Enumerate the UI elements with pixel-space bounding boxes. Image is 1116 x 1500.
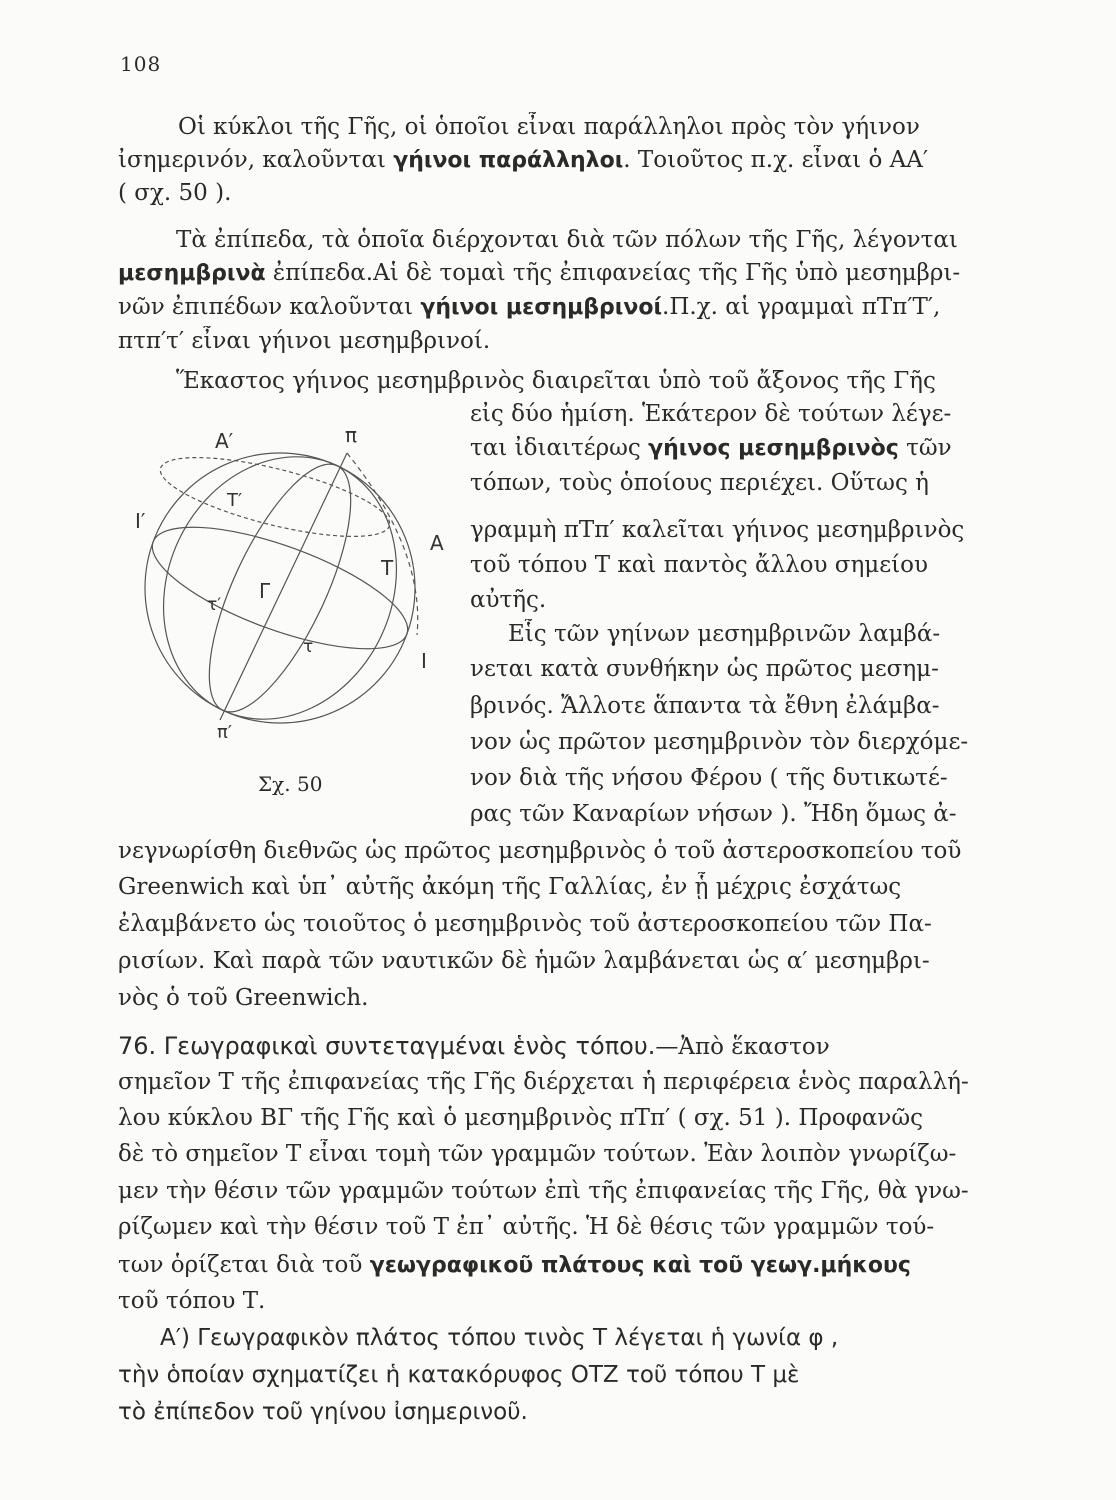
meridian-2 <box>135 420 439 750</box>
text-line: βρινός. Ἄλλοτε ἅπαντα τὰ ἔθνη ἐλάμβα- <box>470 693 940 719</box>
page-number: 108 <box>120 52 162 76</box>
text-line: Εἷς τῶν γηίνων μεσημβρινῶν λαμβά- <box>508 621 941 647</box>
text-line: ἰσημερινόν, καλοῦνται γήινοι παράλληλοι. Τοιοῦτος π.χ. εἶναι ὁ ΑΑ′ <box>118 147 929 173</box>
text-line: νῶν ἐπιπέδων καλοῦνται γήινοι μεσημβρινοί.Π.χ. αἱ γραμμαὶ πΤπ′Τ′, <box>118 294 941 320</box>
globe-diagram <box>135 420 465 750</box>
text-line: μεσημβρινὰ ἐπίπεδα.Αἱ δὲ τομαὶ τῆς ἐπιφανείας τῆς Γῆς ὑπὸ μεσημβρι- <box>118 260 961 286</box>
term-bold: μεσημβρινὰ <box>118 261 266 286</box>
term-bold: γήινος μεσημβρινὸς <box>648 436 899 461</box>
text-line: δὲ τὸ σημεῖον Τ εἶναι τομὴ τῶν γραμμῶν τούτων. Ἐὰν λοιπὸν γνωρίζω- <box>118 1141 957 1167</box>
label-A-prime: Α′ <box>215 429 234 453</box>
text-line: Οἱ κύκλοι τῆς Γῆς, οἱ ὁποῖοι εἶναι παράλληλοι πρὸς τὸν γήινον <box>178 114 920 140</box>
text-line: νὸς ὁ τοῦ Greenwich. <box>118 985 369 1011</box>
text-line: τόπων, τοὺς ὁποίους περιέχει. Οὕτως ἡ <box>470 470 929 496</box>
parallel-ellipse <box>154 441 397 552</box>
definition-line: τὴν ὁποίαν σχηματίζει ἡ κατακόρυφος ΟΤΖ τοῦ τόπου Τ μὲ <box>118 1362 800 1388</box>
globe-outline <box>145 453 415 723</box>
text-line: Τὰ ἐπίπεδα, τὰ ὁποῖα διέρχονται διὰ τῶν πόλων τῆς Γῆς, λέγονται <box>176 227 958 253</box>
text-line: γραμμὴ πΤπ′ καλεῖται γήινος μεσημβρινὸς <box>470 517 965 543</box>
label-T-prime: Τ′ <box>227 490 243 511</box>
meridian-1 <box>181 446 378 730</box>
text-line: Ἕκαστος γήινος μεσημβρινὸς διαιρεῖται ὑπὸ τοῦ ἄξονος τῆς Γῆς <box>176 368 936 394</box>
figure-caption: Σχ. 50 <box>258 772 323 796</box>
label-pi: π <box>345 423 358 447</box>
text-line: πτπ′τ′ εἶναι γήινοι μεσημβρινοί. <box>118 328 491 354</box>
definition-line: Α′) Γεωγραφικὸν πλάτος τόπου τινὸς Τ λέγεται ἡ γωνία φ , <box>160 1325 839 1351</box>
term-bold: γεωγραφικοῦ πλάτους καὶ τοῦ γεωγ.μήκους <box>369 1253 911 1278</box>
equator-ellipse <box>139 502 421 673</box>
label-pi-prime: π′ <box>217 722 232 743</box>
label-t: τ <box>303 637 314 657</box>
text-line: λου κύκλου ΒΓ τῆς Γῆς καὶ ὁ μεσημβρινὸς πΤπ′ ( σχ. 51 ). Προφανῶς <box>118 1105 924 1131</box>
text-line: των ὁρίζεται διὰ τοῦ γεωγραφικοῦ πλάτους καὶ τοῦ γεωγ.μήκους <box>118 1252 911 1278</box>
text-line: ρίζωμεν καὶ τὴν θέσιν τοῦ Τ ἐπ᾽ αὐτῆς. Ἡ δὲ θέσις τῶν γραμμῶν τού- <box>118 1214 935 1240</box>
label-I-prime: Ι′ <box>135 509 146 533</box>
text-line: τοῦ τόπου Τ καὶ παντὸς ἄλλου σημείου <box>470 552 928 578</box>
text-line: νεγνωρίσθη διεθνῶς ὡς πρῶτος μεσημβρινὸς ὁ τοῦ ἀστεροσκοπείου τοῦ <box>118 838 962 864</box>
text-line: ρας τῶν Καναρίων νήσων ). Ἤδη ὅμως ἀ- <box>470 801 957 827</box>
text-line: εἰς δύο ἡμίση. Ἑκάτερον δὲ τούτων λέγε- <box>470 401 952 427</box>
text-line: ( σχ. 50 ). <box>118 180 232 206</box>
text-line: μεν τὴν θέσιν τῶν γραμμῶν τούτων ἐπὶ τῆς ἐπιφανείας τῆς Γῆς, θὰ γνω- <box>118 1178 969 1204</box>
section-heading: 76. Γεωγραφικαὶ συντεταγμέναι ἑνὸς τόπου. <box>118 1032 656 1060</box>
text-line: τοῦ τόπου Τ. <box>118 1288 266 1314</box>
term-bold: γήινοι μεσημβρινοί <box>420 295 663 320</box>
label-Gamma: Γ <box>259 579 271 603</box>
text-line: ἐλαμβάνετο ὡς τοιοῦτος ὁ μεσημβρινὸς τοῦ ἀστεροσκοπείου τῶν Πα- <box>118 911 932 937</box>
text-line: σημεῖον Τ τῆς ἐπιφανείας τῆς Γῆς διέρχεται ἡ περιφέρεια ἑνὸς παραλλή- <box>118 1069 969 1095</box>
label-I: Ι <box>421 649 427 673</box>
term-bold: γήινοι παράλληλοι <box>393 148 624 173</box>
section-heading-line: 76. Γεωγραφικαὶ συντεταγμέναι ἑνὸς τόπου.—Ἀπὸ ἕκαστον <box>118 1032 830 1060</box>
text-line: αὐτῆς. <box>470 587 547 613</box>
text-line: ται ἰδιαιτέρως γήινος μεσημβρινὸς τῶν <box>470 435 952 461</box>
label-t-prime: τ′ <box>207 595 222 615</box>
figure-globe <box>135 420 465 750</box>
text-line: νον διὰ τῆς νήσου Φέρου ( τῆς δυτικωτέ- <box>470 765 948 791</box>
label-A: Α <box>430 531 444 555</box>
label-T: Τ <box>381 556 394 580</box>
text-line: ρισίων. Καὶ παρὰ τῶν ναυτικῶν δὲ ἡμῶν λαμβάνεται ὡς α′ μεσημβρι- <box>118 948 930 974</box>
text-line: Greenwich καὶ ὑπ᾽ αὐτῆς ἀκόμη τῆς Γαλλίας, ἐν ᾗ μέχρις ἐσχάτως <box>118 874 902 900</box>
definition-line: τὸ ἐπίπεδον τοῦ γηίνου ἰσημερινοῦ. <box>118 1399 528 1425</box>
text-line: νεται κατὰ συνθήκην ὡς πρῶτος μεσημ- <box>470 656 939 682</box>
text-line: νον ὡς πρῶτον μεσημβρινὸν τὸν διερχόμε- <box>470 729 969 755</box>
